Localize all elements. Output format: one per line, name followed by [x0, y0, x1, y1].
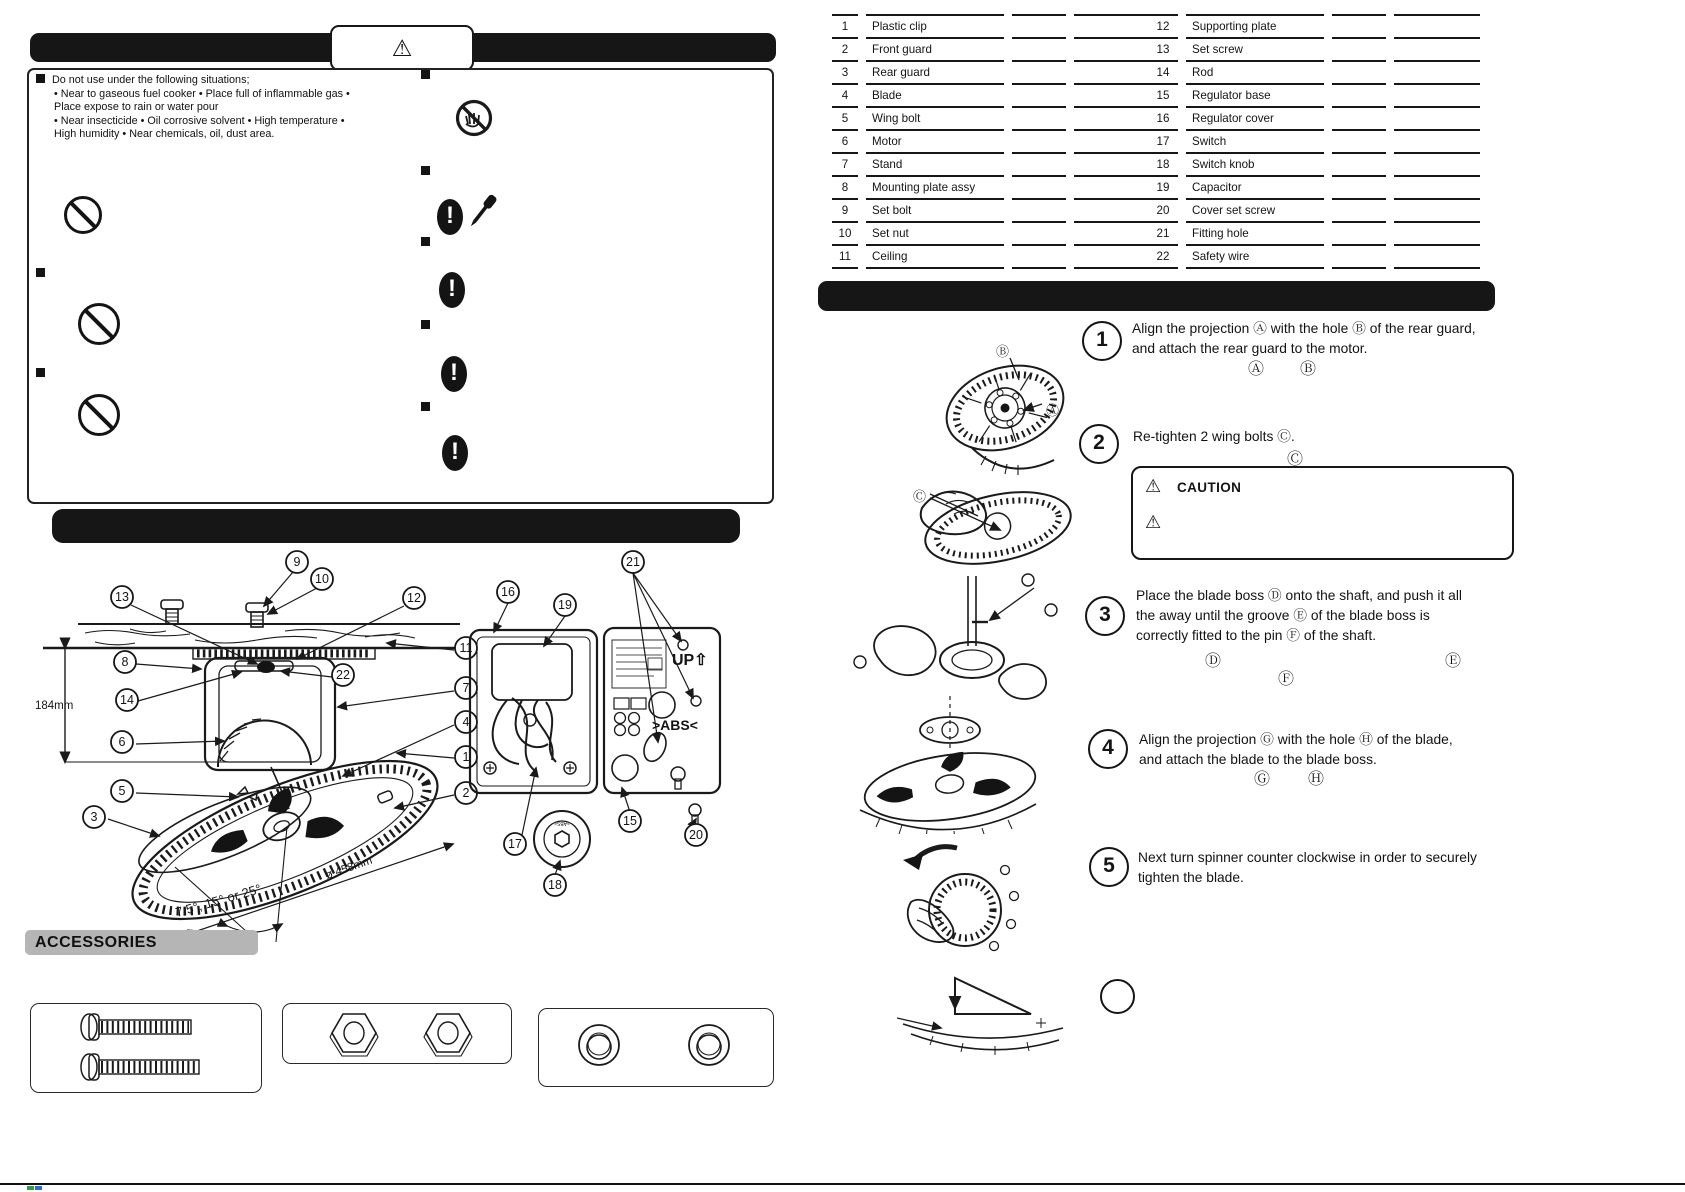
part-empty-cell: [1332, 83, 1386, 106]
part-number: 20: [1148, 198, 1178, 221]
callout-3: [83, 806, 105, 828]
parts-row: [1148, 83, 1480, 106]
part-name: Capacitor: [1186, 175, 1324, 198]
callout-22: [332, 664, 354, 686]
mandatory-icon: !: [439, 272, 465, 308]
parts-row: [1148, 198, 1480, 221]
parts-row: [1148, 14, 1480, 37]
parts-row: [832, 221, 1160, 244]
part-number: 17: [1148, 129, 1178, 152]
svg-text:16: 16: [501, 585, 515, 600]
svg-text:14: 14: [120, 693, 134, 708]
part-number: 6: [832, 129, 858, 152]
circled-letter-mark: Ⓕ: [1278, 671, 1295, 688]
part-empty-cell: [1394, 106, 1480, 129]
caution-title: CAUTION: [1177, 480, 1242, 495]
abs-label: >ABS<: [652, 717, 698, 733]
part-empty-cell: [1012, 129, 1066, 152]
callout-14: [116, 689, 138, 711]
knob-marking: >ABS<: [554, 820, 570, 826]
part-number: 14: [1148, 60, 1178, 83]
callout-20: [685, 824, 707, 846]
caution-box: [1131, 466, 1514, 560]
svg-text:15: 15: [623, 814, 637, 829]
svg-text:4: 4: [462, 715, 470, 730]
bolts-art: [31, 1004, 261, 1092]
part-empty-cell: [1012, 152, 1066, 175]
parts-row: [1148, 129, 1480, 152]
circled-letter-mark: Ⓒ: [1287, 451, 1304, 468]
parts-row: [832, 60, 1160, 83]
part-name: Regulator cover: [1186, 106, 1324, 129]
table-closing-rule: [1332, 267, 1386, 269]
part-number: 1: [832, 14, 858, 37]
parts-row: [832, 129, 1160, 152]
washers-art: [539, 1009, 773, 1086]
part-empty-cell: [1394, 37, 1480, 60]
nuts-art: [283, 1004, 511, 1063]
bullet-square-icon: [421, 320, 430, 329]
svg-text:6: 6: [118, 735, 126, 750]
bullet-square-icon: [421, 402, 430, 411]
fan-diagram-art: [35, 545, 480, 945]
circled-letter-mark: Ⓑ: [996, 344, 1010, 359]
mandatory-icon: !: [441, 356, 467, 392]
svg-text:17: 17: [508, 837, 522, 852]
part-name: Switch knob: [1186, 152, 1324, 175]
part-number: 10: [832, 221, 858, 244]
callout-10: [311, 568, 333, 590]
part-name: Wing bolt: [866, 106, 1004, 129]
part-name: Safety wire: [1186, 244, 1324, 267]
table-closing-rule: [1186, 267, 1324, 269]
accessory-box-nuts: [282, 1003, 512, 1064]
part-empty-cell: [1332, 14, 1386, 37]
table-closing-rule: [1012, 267, 1066, 269]
part-name: Rear guard: [866, 60, 1004, 83]
part-number: 16: [1148, 106, 1178, 129]
set-bolt-art: [161, 600, 268, 627]
part-number: 22: [1148, 244, 1178, 267]
parts-row: [832, 175, 1160, 198]
parts-row: [832, 14, 1160, 37]
angle-label: 7.5°, 15° or 25°: [173, 881, 264, 920]
part-number: 8: [832, 175, 858, 198]
mandatory-icon: !: [437, 199, 463, 235]
part-empty-cell: [1012, 244, 1066, 267]
part-empty-cell: [1394, 14, 1480, 37]
svg-text:21: 21: [626, 555, 640, 570]
part-name: Stand: [866, 152, 1004, 175]
table-closing-rule: [866, 267, 1004, 269]
part-empty-cell: [1394, 175, 1480, 198]
terminal-block-art: [614, 698, 646, 736]
svg-text:2: 2: [462, 786, 470, 801]
empty-step-circle: [1100, 979, 1135, 1014]
parts-row: [1148, 60, 1480, 83]
part-number: 15: [1148, 83, 1178, 106]
parts-row: [1148, 221, 1480, 244]
svg-text:11: 11: [459, 641, 473, 656]
callout-13: [111, 586, 133, 608]
step-number: 4: [1088, 729, 1128, 769]
mandatory-icon: !: [442, 435, 468, 471]
svg-text:9: 9: [293, 555, 301, 570]
bullet-square-icon: [421, 166, 430, 175]
svg-text:1: 1: [462, 750, 470, 765]
accessory-box-bolts: [30, 1003, 262, 1093]
part-number: 11: [832, 244, 858, 267]
part-empty-cell: [1012, 198, 1066, 221]
step-number: 5: [1089, 847, 1129, 887]
callout-9: [286, 551, 308, 573]
regulator-diagram-art: [459, 548, 792, 913]
part-name: Fitting hole: [1186, 221, 1324, 244]
blade-pointer-illustration: [893, 972, 1071, 1064]
part-empty-cell: [1012, 106, 1066, 129]
step-number: 1: [1082, 321, 1122, 361]
parts-row: [832, 37, 1160, 60]
part-number: 21: [1148, 221, 1178, 244]
bullet-square-icon: [36, 368, 45, 377]
page-number-artifact: [35, 1186, 42, 1190]
part-empty-cell: [1012, 37, 1066, 60]
part-empty-cell: [1332, 129, 1386, 152]
part-name: Set screw: [1186, 37, 1324, 60]
parts-row: [832, 152, 1160, 175]
no-touch-icon: [454, 98, 494, 138]
callout-19: [554, 594, 576, 616]
part-number: 3: [832, 60, 858, 83]
circled-letter-mark: Ⓔ: [1445, 653, 1462, 670]
parts-diagram-header-bar: [52, 509, 740, 543]
part-name: Supporting plate: [1186, 14, 1324, 37]
bullet-square-icon: [36, 74, 45, 83]
bullet-square-icon: [421, 70, 430, 79]
step-text: Align the projection Ⓐ with the hole Ⓑ of the rear guard, and attach the rear guard to the motor.: [1132, 321, 1476, 356]
warning-line: • Near to gaseous fuel cooker • Place full of inflammable gas •: [54, 87, 350, 100]
switch-knob-art: [534, 811, 590, 867]
part-number: 9: [832, 198, 858, 221]
step3-illustration: [822, 562, 1062, 710]
part-name: Switch: [1186, 129, 1324, 152]
part-empty-cell: [1394, 129, 1480, 152]
step-text: Place the blade boss Ⓓ onto the shaft, and push it all the away until the groove Ⓔ of the blade boss is correctly fitted to the pin Ⓕ of the shaft.: [1136, 588, 1462, 643]
svg-text:13: 13: [115, 590, 129, 605]
accessories-title: ACCESSORIES: [35, 933, 157, 951]
part-number: 5: [832, 106, 858, 129]
warning-line: Place expose to rain or water pour: [54, 101, 219, 114]
part-empty-cell: [1012, 221, 1066, 244]
part-empty-cell: [1332, 221, 1386, 244]
svg-text:18: 18: [548, 878, 562, 893]
parts-row: [832, 106, 1160, 129]
part-empty-cell: [1012, 175, 1066, 198]
part-number: 7: [832, 152, 858, 175]
warning-text-block: [36, 74, 386, 142]
step-number: 2: [1079, 424, 1119, 464]
callout-15: [619, 810, 641, 832]
parts-row: [832, 83, 1160, 106]
callout-12: [403, 587, 425, 609]
bullet-square-icon: [421, 237, 430, 246]
part-number: 18: [1148, 152, 1178, 175]
step5-illustration: [893, 836, 1025, 968]
part-name: Plastic clip: [866, 14, 1004, 37]
caution-triangle-icon: ⚠: [1145, 512, 1162, 532]
parts-row: [1148, 152, 1480, 175]
prohibition-icon: [78, 303, 120, 345]
part-empty-cell: [1394, 60, 1480, 83]
caution-triangle-icon: ⚠: [1145, 476, 1162, 496]
part-name: Mounting plate assy: [866, 175, 1004, 198]
prohibition-icon: [78, 394, 120, 436]
table-closing-rule: [1394, 267, 1480, 269]
part-name: Motor: [866, 129, 1004, 152]
part-name: Set bolt: [866, 198, 1004, 221]
prohibition-icon: [64, 196, 102, 234]
page-number-artifact: [27, 1186, 34, 1190]
parts-row: [832, 198, 1160, 221]
part-name: Regulator base: [1186, 83, 1324, 106]
callout-16: [497, 581, 519, 603]
warning-line: • Near insecticide • Oil corrosive solvent • High temperature •: [54, 114, 345, 127]
circled-letter-mark: Ⓒ: [913, 489, 927, 504]
table-closing-rule: [832, 267, 858, 269]
part-name: Ceiling: [866, 244, 1004, 267]
up-label: UP⇧: [672, 652, 708, 669]
warning-triangle-icon: ⚠: [391, 34, 413, 61]
accessory-box-washers: [538, 1008, 774, 1087]
warning-intro: Do not use under the following situations;: [52, 74, 250, 86]
svg-text:19: 19: [558, 598, 572, 613]
svg-text:8: 8: [121, 655, 129, 670]
assembly-header-bar: [818, 281, 1495, 311]
parts-row: [832, 244, 1160, 267]
part-name: Blade: [866, 83, 1004, 106]
part-name: Rod: [1186, 60, 1324, 83]
part-empty-cell: [1332, 106, 1386, 129]
part-name: Set nut: [866, 221, 1004, 244]
step2-illustration: [888, 468, 1080, 576]
callout-21: [622, 551, 644, 573]
callout-6: [111, 731, 133, 753]
part-empty-cell: [1332, 37, 1386, 60]
part-empty-cell: [1394, 152, 1480, 175]
step-text: Align the projection Ⓖ with the hole Ⓗ of the blade, and attach the blade to the blade boss.: [1139, 732, 1453, 767]
part-number: 2: [832, 37, 858, 60]
accessories-header: [25, 930, 258, 955]
warning-header-tab: [330, 25, 474, 71]
part-empty-cell: [1332, 175, 1386, 198]
callout-17: [504, 833, 526, 855]
part-empty-cell: [1332, 244, 1386, 267]
part-empty-cell: [1012, 14, 1066, 37]
svg-text:20: 20: [689, 828, 703, 843]
part-empty-cell: [1332, 152, 1386, 175]
part-empty-cell: [1332, 198, 1386, 221]
parts-row: [1148, 37, 1480, 60]
svg-text:22: 22: [336, 668, 350, 683]
parts-row: [1148, 244, 1480, 267]
part-empty-cell: [1394, 221, 1480, 244]
part-empty-cell: [1394, 244, 1480, 267]
part-number: 12: [1148, 14, 1178, 37]
part-empty-cell: [1332, 60, 1386, 83]
step-text: Next turn spinner counter clockwise in order to securely tighten the blade.: [1138, 850, 1477, 885]
step4-illustration: [832, 692, 1060, 834]
parts-table-left: [832, 14, 1160, 267]
part-number: 13: [1148, 37, 1178, 60]
step-number: 3: [1085, 596, 1125, 636]
bullet-square-icon: [36, 268, 45, 277]
svg-text:10: 10: [315, 572, 329, 587]
part-empty-cell: [1012, 60, 1066, 83]
diameter-dimension-label: ø 458mm: [324, 854, 374, 882]
circled-letter-mark: Ⓗ: [1308, 771, 1325, 788]
svg-text:3: 3: [90, 810, 98, 825]
circled-letter-mark: Ⓓ: [1205, 653, 1222, 670]
step-text: Re-tighten 2 wing bolts Ⓒ.: [1133, 429, 1295, 444]
parts-row: [1148, 106, 1480, 129]
part-number: 4: [832, 83, 858, 106]
circled-letter-mark: Ⓐ: [1046, 403, 1060, 418]
svg-text:5: 5: [118, 784, 126, 799]
height-dimension-label: 184mm: [35, 700, 74, 712]
part-number: 19: [1148, 175, 1178, 198]
part-empty-cell: [1394, 198, 1480, 221]
callout-8: [114, 651, 136, 673]
callout-18: [544, 874, 566, 896]
table-closing-rule: [1148, 267, 1178, 269]
page-bottom-rule: [0, 1183, 1685, 1185]
part-name: Cover set screw: [1186, 198, 1324, 221]
circled-letter-mark: Ⓑ: [1300, 361, 1317, 378]
warning-line: High humidity • Near chemicals, oil, dust area.: [54, 128, 275, 141]
part-empty-cell: [1394, 83, 1480, 106]
circled-letter-mark: Ⓖ: [1254, 771, 1271, 788]
parts-row: [1148, 175, 1480, 198]
svg-text:7: 7: [462, 681, 470, 696]
part-empty-cell: [1012, 83, 1066, 106]
svg-text:12: 12: [407, 591, 421, 606]
circled-letter-mark: Ⓐ: [1248, 361, 1265, 378]
screwdriver-icon: [462, 190, 502, 234]
callout-5: [111, 780, 133, 802]
part-name: Front guard: [866, 37, 1004, 60]
parts-table-right: [1148, 14, 1480, 267]
